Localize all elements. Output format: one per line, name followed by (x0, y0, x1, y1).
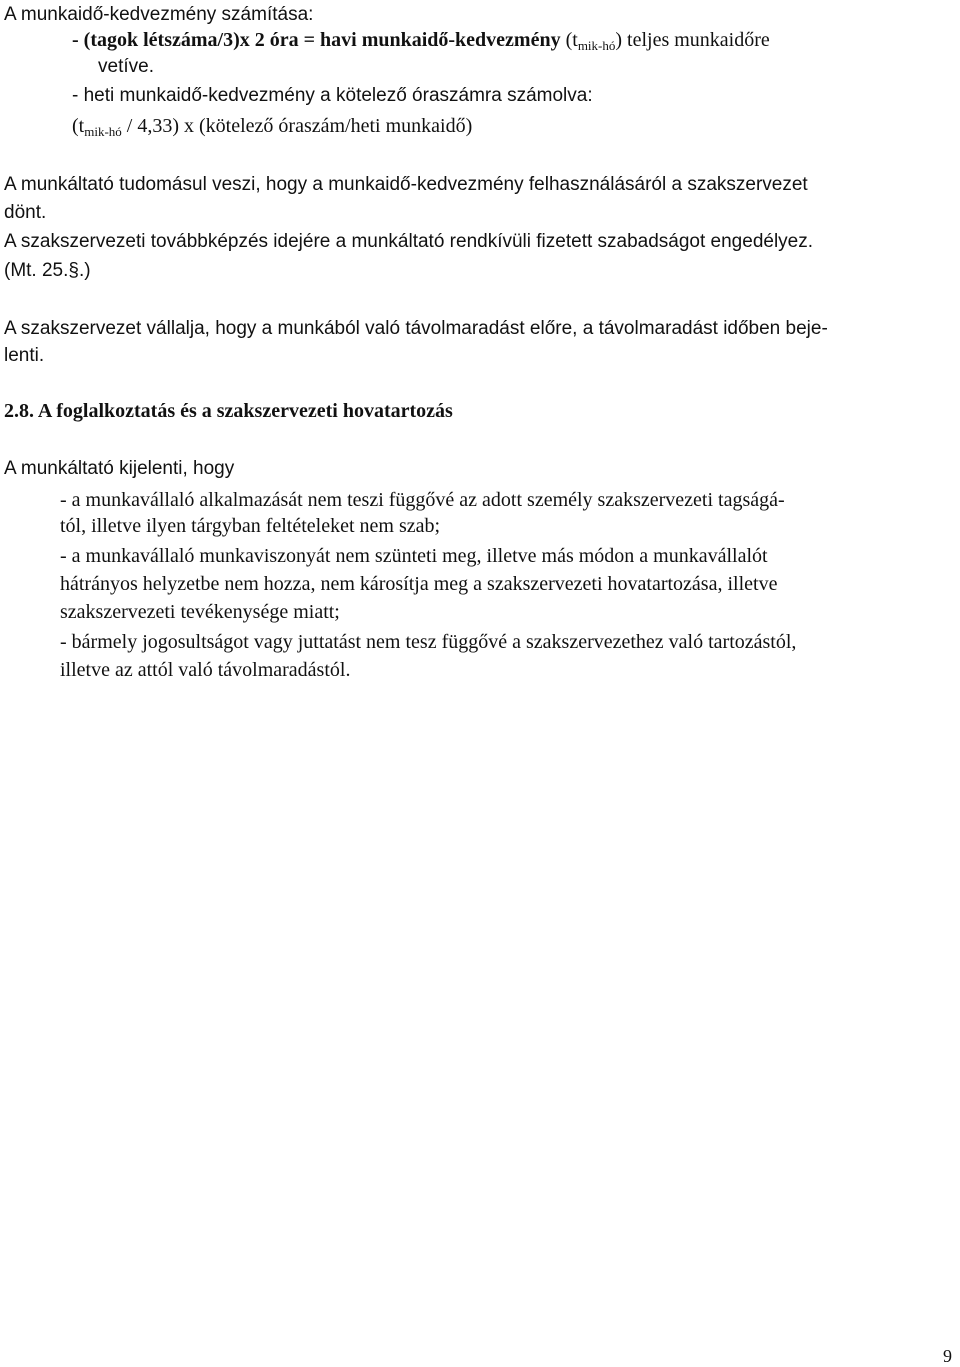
calc-item-monthly (72, 28, 770, 58)
bullet-1-line2: tól, illetve ilyen tárgyban feltételeket nem szab; (60, 515, 441, 537)
bullet-2-line1: - a munkavállaló munkaviszonyát nem szünteti meg, illetve más módon a munkavállalót (60, 545, 768, 567)
calc-formula (72, 114, 472, 144)
bullet-2-line2: hátrányos helyzetbe nem hozza, nem károsítja meg a szakszervezeti hovatartozása, illetve (60, 573, 778, 595)
calc-formula-open: (t (72, 115, 85, 137)
para-training-line1: A szakszervezeti továbbképzés idejére a munkáltató rendkívüli fizetett szabadságot engedélyez. (4, 231, 814, 252)
para-decision-line2: dönt. (4, 202, 47, 223)
calc-item-monthly-subscript: mik-hó (577, 38, 616, 53)
calc-item-weekly: - heti munkaidő-kedvezmény a kötelező óraszámra számolva: (72, 85, 593, 106)
para-training-line2: (Mt. 25.§.) (4, 260, 91, 281)
calc-heading: A munkaidő-kedvezmény számítása: (4, 4, 314, 25)
para-absence-line1: A szakszervezet vállalja, hogy a munkából való távolmaradást előre, a távolmaradást időben beje- (4, 318, 828, 339)
page-number: 9 (943, 1346, 952, 1366)
calc-item-monthly-paren: (t (565, 29, 578, 51)
section-title: 2.8. A foglalkoztatás és a szakszervezeti hovatartozás (4, 400, 453, 422)
bullet-3-line2: illetve az attól való távolmaradástól. (60, 659, 351, 681)
calc-item-monthly-cont: vetíve. (98, 56, 154, 77)
calc-formula-rest: / 4,33) x (kötelező óraszám/heti munkaidő) (121, 115, 473, 137)
calc-formula-subscript: mik-hó (84, 124, 122, 139)
calc-item-monthly-bold: - (tagok létszáma/3)x 2 óra = havi munkaidő-kedvezmény (72, 29, 561, 51)
section-intro: A munkáltató kijelenti, hogy (4, 458, 235, 479)
bullet-3-line1: - bármely jogosultságot vagy juttatást nem tesz függővé a szakszervezethez való tartozástól, (60, 631, 797, 653)
para-decision-line1: A munkáltató tudomásul veszi, hogy a munkaidő-kedvezmény felhasználásáról a szakszervezet (4, 174, 808, 195)
bullet-2-line3: szakszervezeti tevékenysége miatt; (60, 601, 340, 623)
bullet-1-line1: - a munkavállaló alkalmazását nem teszi függővé az adott személy szakszervezeti tagságá- (60, 489, 785, 511)
para-absence-line2: lenti. (4, 345, 45, 366)
calc-item-monthly-rest: ) teljes munkaidőre (615, 29, 770, 51)
